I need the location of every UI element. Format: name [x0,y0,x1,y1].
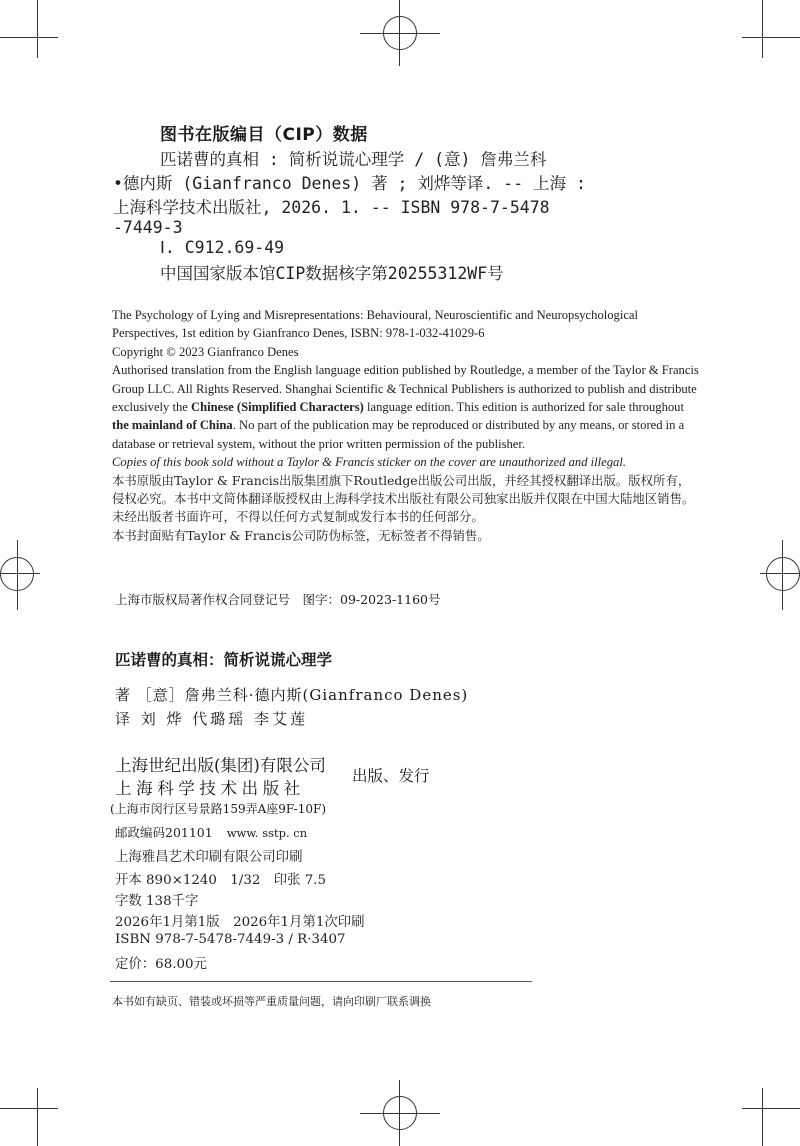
sticker-warning: Copies of this book sold without a Taylor & Francis sticker on the cover are unauthorized and illegal. [112,455,626,470]
word-count: 字数 138千字 [115,894,199,909]
chinese-authorization: 本书原版由Taylor & Francis出版集团旗下Routledge出版公司出版，并经其授权翻译出版。版权所有，侵权必究。本书中文简体翻译版授权由上海科学技术出版社有限公司独家出版并仅限在中国大陆地区销售。未经出版者书面许可，不得以任何方式复制或发行本书的任何部分。 [112,472,695,525]
registration-circle-icon [766,557,800,591]
cip-record-number: 中国国家版本馆CIP数据核字第20255312WF号 [160,264,504,283]
translator-credit: 译 刘 烨 代璐瑶 李艾莲 [115,710,309,728]
cip-classification: Ⅰ. C912.69-49 [160,238,285,257]
price: 定价：68.00元 [115,957,207,972]
website: www. sstp. cn [226,826,308,840]
author-credit: 著 ［意］詹弗兰科·德内斯(Gianfranco Denes) [115,686,469,704]
publisher-group: 上海世纪出版(集团)有限公司 [115,756,326,775]
bold-text-run: Chinese (Simplified Characters) [191,400,364,415]
publisher-address: (上海市闵行区号景路159弄A座9F-10F) [110,802,327,816]
printer: 上海雅昌艺术印刷有限公司印刷 [115,850,303,865]
copyright-contract-number: 上海市版权局著作权合同登记号 图字：09-2023-1160号 [115,592,441,607]
cip-line: •德内斯 (Gianfranco Denes) 著 ; 刘烨等译. -- 上海 : [113,174,586,193]
cip-line: 匹诺曹的真相 : 简析说谎心理学 / (意) 詹弗兰科 [160,150,547,169]
text-run: Authorised translation from the English language edition published by Routledge, a member of the Taylor & Francis Group LLC. All Rights Reserved. Shanghai Scientific & Technical Publishers is authorized to publish and distribute exclusively the [112,363,699,415]
cip-line: 上海科学技术出版社, 2026. 1. -- ISBN 978-7-5478 [113,198,550,217]
postcode-line [115,823,307,841]
publisher-name: 上海科学技术出版社 [115,779,305,798]
edition-info: 2026年1月第1版 2026年1月第1次印刷 [115,915,365,930]
copyright-line: Copyright © 2023 Gianfranco Denes [112,344,299,359]
rights-statement [112,306,702,545]
original-edition-info: The Psychology of Lying and Misrepresentations: Behavioural, Neuroscientific and Neuropsychological Perspectives, 1st edition by Gianfranco Denes, ISBN: 978-1-032-41029-6 [112,308,639,341]
postcode: 邮政编码201101 [115,825,213,840]
isbn: ISBN 978-7-5478-7449-3 / R·3407 [115,932,346,947]
cip-line: -7449-3 [113,218,183,237]
cip-heading: 图书在版编目（CIP）数据 [160,125,368,145]
anti-counterfeit-notice: 本书封面贴有Taylor & Francis公司防伪标签，无标签者不得销售。 [112,527,490,543]
translation-authorization [112,361,702,453]
book-title: 匹诺曹的真相：简析说谎心理学 [115,651,333,669]
format-info: 开本 890×1240 1/32 印张 7.5 [115,873,327,888]
text-run: . No part of the publication may be reproduced or distributed by any means, or stored in a database or retrieval system, without the prior written permission of the publisher. [112,418,685,451]
quality-notice: 本书如有缺页、错装或坏损等严重质量问题，请向印刷厂联系调换 [112,995,431,1008]
text-run: language edition. This edition is authorized for sale throughout [363,400,684,415]
bold-text-run: the mainland of China [112,418,233,433]
publisher-role: 出版、发行 [352,767,430,785]
divider [110,981,532,982]
